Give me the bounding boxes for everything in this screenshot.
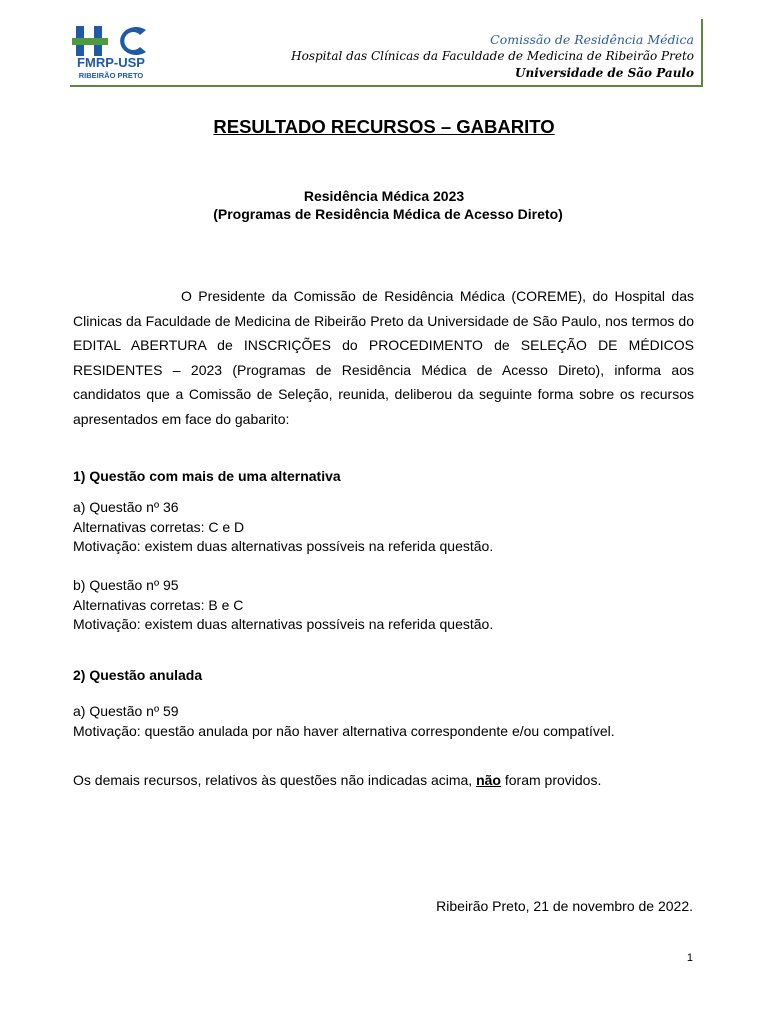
svg-text:FMRP-USP: FMRP-USP (77, 55, 145, 70)
section-1-title: 1) Questão com mais de uma alternativa (73, 468, 341, 484)
item-question: a) Questão nº 59 (73, 703, 179, 719)
closing-text-after: foram providos. (500, 772, 602, 788)
section-2-title: 2) Questão anulada (73, 667, 203, 683)
subtitle-line-1: Residência Médica 2023 (303, 188, 465, 204)
document-subtitle (0, 187, 768, 223)
item-question: b) Questão nº 95 (73, 577, 179, 593)
section-2-item-a (73, 702, 615, 741)
closing-emphasis: não (476, 772, 501, 788)
section-1-item-a (73, 498, 493, 557)
header-committee: Comissão de Residência Médica (490, 32, 694, 47)
header-institution (291, 31, 694, 82)
closing-text-before: Os demais recursos, relativos às questões não indicadas acima, (73, 772, 477, 788)
item-motive: Motivação: existem duas alternativas possíveis na referida questão. (73, 616, 494, 632)
page-number: 1 (686, 952, 693, 964)
item-answer: Alternativas corretas: C e D (73, 518, 245, 535)
item-question: a) Questão nº 36 (73, 499, 179, 515)
item-answer: Alternativas corretas: B e C (73, 596, 244, 613)
header-hospital: Hospital das Clínicas da Faculdade de Medicina de Ribeirão Preto (291, 49, 694, 63)
header-university: Universidade de São Paulo (515, 66, 694, 80)
item-motive: Motivação: questão anulada por não haver alternativa correspondente e/ou compatível. (73, 722, 615, 739)
document-header (70, 19, 703, 87)
intro-text: O Presidente da Comissão de Residência Médica (COREME), do Hospital das Clinicas da Faculdade de Medicina de Ribeirão Preto da Universidade de São Paulo, nos termos do EDITAL ABERTURA de INSCRIÇÕES do PROCEDIMENTO de SELEÇÃO DE MÉDICOS RESIDENTES – 2023 (Programas de Residência Médica de Acesso Direto), informa aos candidatos que a Comissão de Seleção, reunida, deliberou da seguinte forma sobre os recursos apresentados em face do gabarito: (73, 288, 694, 427)
document-title: RESULTADO RECURSOS – GABARITO (213, 116, 555, 137)
subtitle-line-2: (Programas de Residência Médica de Acesso Direto) (213, 206, 563, 222)
hc-fmrp-usp-logo (72, 22, 150, 86)
item-motive: Motivação: existem duas alternativas possíveis na referida questão. (73, 538, 494, 554)
intro-paragraph (73, 284, 694, 432)
section-1-item-b (73, 576, 493, 635)
svg-text:RIBEIRÃO PRETO: RIBEIRÃO PRETO (78, 71, 144, 80)
closing-statement (73, 772, 601, 788)
place-and-date: Ribeirão Preto, 21 de novembro de 2022. (436, 898, 693, 914)
